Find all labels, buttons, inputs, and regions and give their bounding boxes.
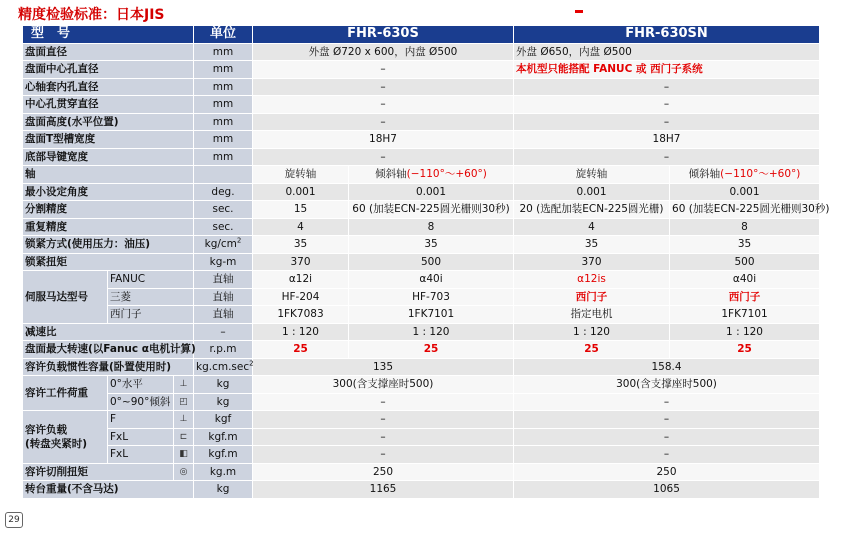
row-label: 锁紧扭矩 — [23, 253, 194, 271]
axis-c: 旋转轴 — [514, 166, 670, 184]
label-line2: (转盘夹紧时) — [25, 437, 88, 450]
row-label: 盘面直径 — [23, 43, 194, 61]
value-m2: – — [514, 428, 820, 446]
value-m2: – — [514, 446, 820, 464]
value-m2: – — [514, 411, 820, 429]
moment-icon: ⊏ — [174, 428, 194, 446]
value-a: α12i — [253, 271, 349, 289]
row-label: 盘面高度(水平位置) — [23, 113, 194, 131]
value-m1: – — [253, 96, 514, 114]
row-sublabel: 0°~90°倾斜 — [108, 393, 174, 411]
row-sublabel: 西门子 — [108, 306, 194, 324]
row-label: 锁紧方式(使用压力：油压) — [23, 236, 194, 254]
value-c: 0.001 — [514, 183, 670, 201]
horizontal-load-icon: ⊥ — [174, 376, 194, 394]
axis-a: 旋转轴 — [253, 166, 349, 184]
value-a: 4 — [253, 218, 349, 236]
row-unit: kgf — [194, 411, 253, 429]
spec-table — [22, 25, 830, 499]
row-label: 心轴套内孔直径 — [23, 78, 194, 96]
row-servo-fanuc — [23, 271, 820, 289]
tilt-moment-icon: ◧ — [174, 446, 194, 464]
axis-b-range: (−110°～+60°) — [406, 168, 487, 181]
row-unit: 直轴 — [194, 271, 253, 289]
row-weight — [23, 481, 820, 499]
value-a: 0.001 — [253, 183, 349, 201]
row-table-height — [23, 113, 820, 131]
row-label: 重复精度 — [23, 218, 194, 236]
red-mark — [575, 10, 583, 13]
row-clamp-load-fxl2 — [23, 446, 820, 464]
row-label: 减速比 — [23, 323, 194, 341]
row-unit: – — [194, 323, 253, 341]
row-servo-siemens — [23, 306, 820, 324]
value-b: 35 — [349, 236, 514, 254]
value-m1: – — [253, 78, 514, 96]
value-m1: – — [253, 428, 514, 446]
row-label: 容许切削扭矩 — [23, 463, 174, 481]
row-sublabel: FANUC — [108, 271, 194, 289]
value-m2: 1065 — [514, 481, 820, 499]
value-m2: – — [514, 393, 820, 411]
row-unit — [194, 358, 253, 376]
system-note: 本机型只能搭配 FANUC 或 西门子系统 — [514, 61, 820, 79]
value-d: 8 — [670, 218, 820, 236]
row-unit: mm — [194, 61, 253, 79]
value-m1: 300(含支撑座时500) — [253, 376, 514, 394]
value-c: 35 — [514, 236, 670, 254]
unit-text: kg/cm — [204, 238, 237, 251]
row-unit: mm — [194, 78, 253, 96]
row-label — [23, 411, 108, 464]
row-label: 分割精度 — [23, 201, 194, 219]
value-c: 4 — [514, 218, 670, 236]
page-number: 29 — [5, 512, 23, 528]
value-b: 1FK7101 — [349, 306, 514, 324]
row-unit: 直轴 — [194, 306, 253, 324]
row-unit: kg — [194, 481, 253, 499]
row-unit: kg — [194, 376, 253, 394]
value-m2: 158.4 — [514, 358, 820, 376]
row-axis — [23, 166, 820, 184]
value-a: 15 — [253, 201, 349, 219]
row-unit: kg-m — [194, 253, 253, 271]
value-m2: – — [514, 78, 820, 96]
row-unit — [194, 236, 253, 254]
value-b: 0.001 — [349, 183, 514, 201]
tilted-load-icon: ◰ — [174, 393, 194, 411]
row-label: 伺服马达型号 — [23, 271, 108, 324]
row-servo-mitsubishi — [23, 288, 820, 306]
axis-b-name: 倾斜轴 — [375, 168, 407, 181]
value-m1: 外盘 Ø720 x 600，内盘 Ø500 — [253, 43, 514, 61]
value-b: 25 — [349, 341, 514, 359]
row-sublabel: F — [108, 411, 174, 429]
value-m1: 250 — [253, 463, 514, 481]
value-d: 1FK7101 — [670, 306, 820, 324]
row-unit: mm — [194, 43, 253, 61]
row-label: 最小设定角度 — [23, 183, 194, 201]
row-sublabel: 0°水平 — [108, 376, 174, 394]
row-sublabel: 三菱 — [108, 288, 194, 306]
value-a: HF-204 — [253, 288, 349, 306]
row-label: 轴 — [23, 166, 194, 184]
value-c: 25 — [514, 341, 670, 359]
value-m2: – — [514, 96, 820, 114]
value-d: 0.001 — [670, 183, 820, 201]
value-m1: 1165 — [253, 481, 514, 499]
header-model2: FHR-630SN — [514, 26, 820, 44]
header-model1: FHR-630S — [253, 26, 514, 44]
value-d: 25 — [670, 341, 820, 359]
row-unit: mm — [194, 131, 253, 149]
value-a: 1 : 120 — [253, 323, 349, 341]
row-load-horizontal — [23, 376, 820, 394]
value-d: α40i — [670, 271, 820, 289]
value-d: 60 (加装ECN-225圆光栅则30秒) — [670, 201, 820, 219]
row-unit: sec. — [194, 218, 253, 236]
row-repeat — [23, 218, 820, 236]
page-title: 精度检验标准：日本JIS — [18, 7, 165, 23]
row-unit: mm — [194, 96, 253, 114]
row-unit: kg — [194, 393, 253, 411]
row-unit: kg.m — [194, 463, 253, 481]
row-unit — [194, 166, 253, 184]
row-inertia — [23, 358, 820, 376]
value-c: 370 — [514, 253, 670, 271]
value-d: 西门子 — [670, 288, 820, 306]
row-cut-torque — [23, 463, 820, 481]
value-b: 1 : 120 — [349, 323, 514, 341]
value-m1: – — [253, 411, 514, 429]
row-clamp-method — [23, 236, 820, 254]
row-unit: r.p.m — [194, 341, 253, 359]
torque-icon: ◎ — [174, 463, 194, 481]
value-m2: 外盘 Ø650，内盘 Ø500 — [514, 43, 820, 61]
row-spindle-hole — [23, 78, 820, 96]
value-a: 35 — [253, 236, 349, 254]
header-unit: 单位 — [194, 26, 253, 44]
row-unit: kgf.m — [194, 428, 253, 446]
value-b: 60 (加装ECN-225圆光栅则30秒) — [349, 201, 514, 219]
value-m1: 135 — [253, 358, 514, 376]
value-m1: – — [253, 148, 514, 166]
value-m1: – — [253, 113, 514, 131]
row-label: 盘面T型槽宽度 — [23, 131, 194, 149]
value-b: 500 — [349, 253, 514, 271]
value-m2: 250 — [514, 463, 820, 481]
axial-force-icon: ⊥ — [174, 411, 194, 429]
row-sublabel: FxL — [108, 446, 174, 464]
unit-exponent: 2 — [236, 236, 242, 245]
value-m2: 300(含支撑座时500) — [514, 376, 820, 394]
value-m1: – — [253, 446, 514, 464]
row-label: 容许负载惯性容量(卧置使用时) — [23, 358, 194, 376]
row-unit: kgf.m — [194, 446, 253, 464]
value-b: α40i — [349, 271, 514, 289]
row-label: 盘面中心孔直径 — [23, 61, 194, 79]
row-center-hole — [23, 61, 820, 79]
value-c: 20 (选配加装ECN-225圆光栅) — [514, 201, 670, 219]
unit-text: kg.cm.sec — [196, 360, 250, 373]
row-label: 盘面最大转速(以Fanuc α电机计算) — [23, 341, 194, 359]
value-c: 指定电机 — [514, 306, 670, 324]
row-clamp-torque — [23, 253, 820, 271]
row-max-speed — [23, 341, 820, 359]
row-ratio — [23, 323, 820, 341]
value-b: 8 — [349, 218, 514, 236]
row-unit: mm — [194, 148, 253, 166]
value-m2: – — [514, 148, 820, 166]
row-label: 底部导键宽度 — [23, 148, 194, 166]
value-m2: 18H7 — [514, 131, 820, 149]
row-clamp-load-fxl1 — [23, 428, 820, 446]
value-c: 1 : 120 — [514, 323, 670, 341]
row-t-slot — [23, 131, 820, 149]
value-m1: – — [253, 61, 514, 79]
row-through-hole — [23, 96, 820, 114]
row-label: 中心孔贯穿直径 — [23, 96, 194, 114]
value-m1: – — [253, 393, 514, 411]
row-unit: mm — [194, 113, 253, 131]
value-d: 500 — [670, 253, 820, 271]
value-m1: 18H7 — [253, 131, 514, 149]
row-guide-key — [23, 148, 820, 166]
value-c: α12is — [514, 271, 670, 289]
value-a: 370 — [253, 253, 349, 271]
row-indexing — [23, 201, 820, 219]
row-min-angle — [23, 183, 820, 201]
row-label: 转台重量(不含马达) — [23, 481, 194, 499]
value-d: 1 : 120 — [670, 323, 820, 341]
row-sublabel: FxL — [108, 428, 174, 446]
row-table-diameter — [23, 43, 820, 61]
row-clamp-load-f — [23, 411, 820, 429]
axis-d-range: (−110°～+60°) — [720, 168, 801, 181]
row-unit: sec. — [194, 201, 253, 219]
row-load-tilted — [23, 393, 820, 411]
unit-exponent: 2 — [249, 359, 254, 368]
header-row — [23, 26, 820, 44]
row-unit: 直轴 — [194, 288, 253, 306]
value-b: HF-703 — [349, 288, 514, 306]
label-line1: 容许负载 — [25, 423, 67, 436]
axis-b — [349, 166, 514, 184]
axis-d-name: 倾斜轴 — [688, 168, 721, 181]
header-type: 型 号 — [23, 26, 194, 44]
row-unit: deg. — [194, 183, 253, 201]
row-label: 容许工件荷重 — [23, 376, 108, 411]
value-a: 1FK7083 — [253, 306, 349, 324]
value-c: 西门子 — [514, 288, 670, 306]
value-a: 25 — [253, 341, 349, 359]
axis-d — [670, 166, 820, 184]
value-m2: – — [514, 113, 820, 131]
value-d: 35 — [670, 236, 820, 254]
